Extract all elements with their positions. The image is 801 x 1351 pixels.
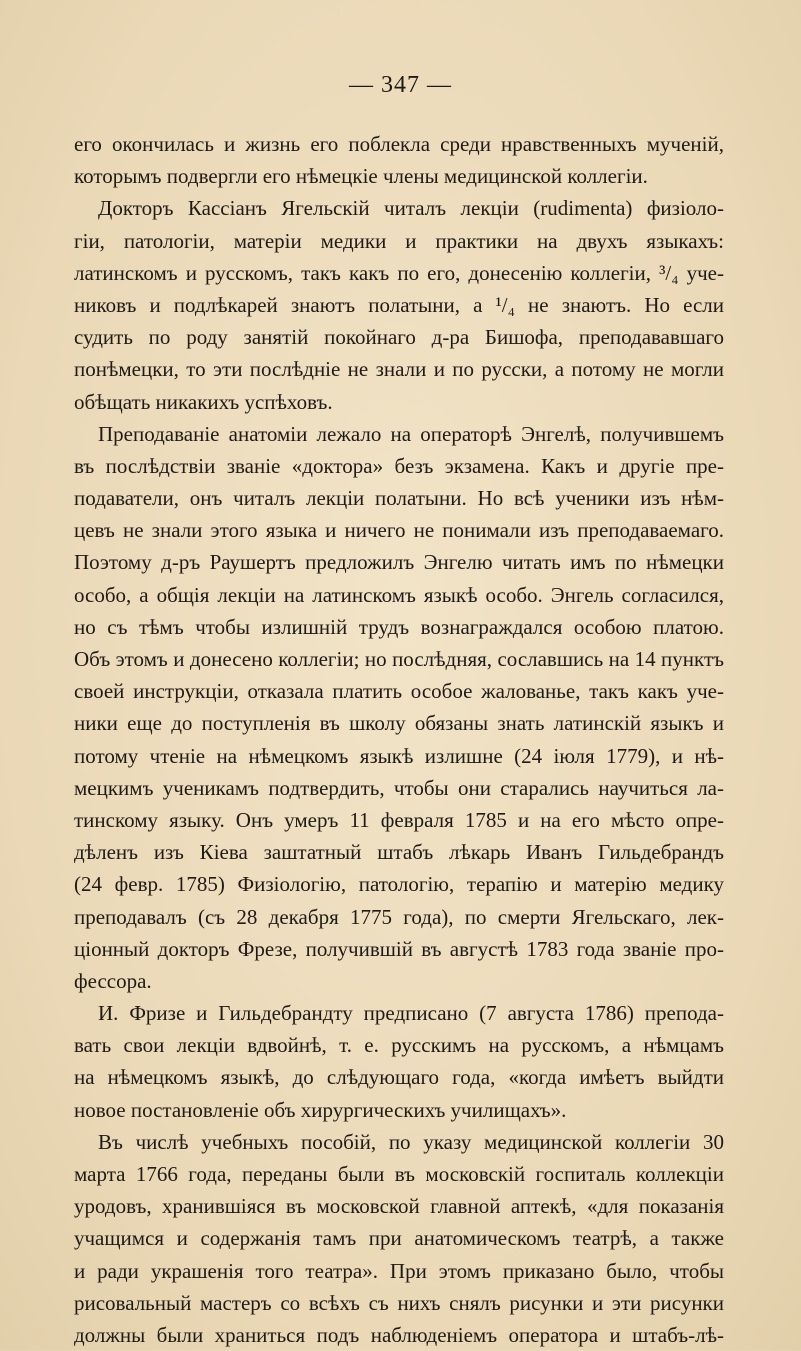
text-line: преподавалъ (съ 28 декабря 1775 года), по смерти Ягельскаго, лек-	[74, 904, 724, 929]
text-line: мецкимъ ученикамъ подтвердить, чтобы они старались научиться ла-	[74, 775, 724, 800]
text-line: вать свои лекціи вдвойнѣ, т. е. русскимъ на русскомъ, а нѣмцамъ	[74, 1033, 724, 1058]
text-line: Поэтому д-ръ Раушертъ предложилъ Энгелю читать имъ по нѣмецки	[74, 550, 724, 575]
text-line: судить по роду занятій покойнаго д-ра Бишофа, преподававшаго	[74, 325, 724, 350]
text-line: ники еще до поступленія въ школу обязаны знать латинскій языкъ и	[74, 711, 724, 736]
text-line: которымъ подвергли его нѣмецкіе члены медицинской коллегіи.	[74, 164, 648, 189]
text-line: И. Фризе и Гильдебрандту предписано (7 августа 1786) препода-	[98, 1001, 724, 1026]
text-line: рисовальный мастеръ со всѣхъ съ нихъ снялъ рисунки и эти рисунки	[74, 1290, 724, 1315]
text-line: его окончилась и жизнь его поблекла среди нравственныхъ мученій,	[74, 132, 724, 156]
text-line: но съ тѣмъ чтобы излишній трудъ вознаграждался особою платою.	[74, 614, 724, 639]
text-line: своей инструкціи, отказала платить особое жалованье, такъ какъ уче-	[74, 679, 724, 704]
text-line: новое постановленіе объ хирургическихъ училищахъ».	[74, 1097, 567, 1122]
text-line: Объ этомъ и донесено коллегіи; но послѣдняя, сославшись на 14 пунктъ	[74, 647, 724, 671]
text-line: на нѣмецкомъ языкѣ, до слѣдующаго года, «когда имѣетъ выйдти	[74, 1065, 724, 1090]
text-line: ціонный докторъ Фрезе, получившій въ августѣ 1783 года званіе про-	[74, 936, 724, 961]
text-line: (24 февр. 1785) Физіологію, патологію, терапію и матерію медику	[74, 872, 724, 897]
body-text	[74, 128, 724, 1351]
text-line: Докторъ Кассіанъ Ягельскій читалъ лекціи (rudimenta) физіоло-	[98, 196, 724, 221]
page-number: — 347 —	[349, 72, 452, 98]
text-line: въ послѣдствіи званіе «доктора» безъ экзамена. Какъ и другіе пре-	[74, 453, 724, 478]
text-line: понѣмецки, то эти послѣдніе не знали и по русски, а потому не могли	[74, 357, 724, 382]
text-line: тинскому языку. Онъ умеръ 11 февраля 1785 и на его мѣсто опре-	[74, 807, 724, 832]
text-line: гіи, патологіи, матеріи медики и практики на двухъ языкахъ:	[74, 228, 724, 253]
text-line: латинскомъ и русскомъ, такъ какъ по его, донесенію коллегіи, ³/₄ уче-	[74, 260, 724, 285]
text-line: учащимся и содержанія тамъ при анатомическомъ театрѣ, а также	[74, 1226, 724, 1251]
text-line: должны были храниться подъ наблюденіемъ оператора и штабъ-лѣ-	[74, 1322, 724, 1347]
text-line: цевъ не знали этого языка и ничего не понимали изъ преподаваемаго.	[74, 518, 724, 543]
text-line: и ради украшенія того театра». При этомъ приказано было, чтобы	[74, 1258, 724, 1283]
text-line: фессора.	[74, 968, 152, 993]
text-line: подаватели, онъ читалъ лекціи полатыни. Но всѣ ученики изъ нѣм-	[74, 486, 724, 511]
text-line: никовъ и подлѣкарей знаютъ полатыни, а ¹/₄ не знаютъ. Но если	[74, 292, 724, 317]
text-line: дѣленъ изъ Кіева заштатный штабъ лѣкарь Иванъ Гильдебрандъ	[74, 840, 724, 865]
text-line: Преподаваніе анатоміи лежало на операторѣ Энгелѣ, получившемъ	[98, 421, 724, 446]
text-line: Въ числѣ учебныхъ пособій, по указу медицинской коллегіи 30	[98, 1129, 724, 1154]
text-line: особо, а общія лекціи на латинскомъ языкѣ особо. Энгель согласился,	[74, 582, 724, 607]
text-line: потому чтеніе на нѣмецкомъ языкѣ излишне (24 іюля 1779), и нѣ-	[74, 743, 724, 768]
text-line: марта 1766 года, переданы были въ московскій госпиталь коллекціи	[74, 1162, 724, 1186]
text-line: обѣщать никакихъ успѣховъ.	[74, 389, 333, 414]
text-line: уродовъ, хранившіяся въ московской главной аптекѣ, «для показанія	[74, 1194, 724, 1219]
